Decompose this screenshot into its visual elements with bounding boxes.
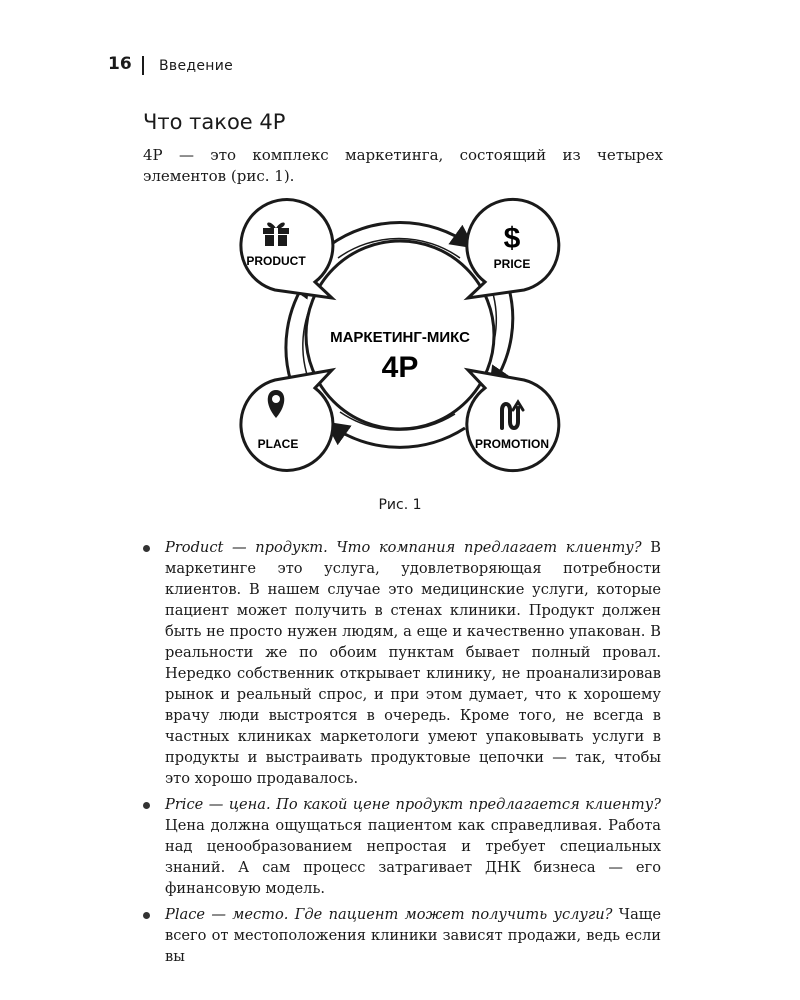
dollar-icon: $ <box>503 222 521 255</box>
node-place <box>241 370 333 470</box>
bullet <box>143 545 150 552</box>
marketing-mix-diagram <box>220 190 580 480</box>
list-item-lead: Product — продукт. Что компания предлагает клиенту? <box>165 539 642 556</box>
node-promotion <box>467 370 559 471</box>
list-item-lead: Price — цена. По какой цене продукт предлагается клиенту? <box>165 796 661 813</box>
list-item-lead: Place — место. Где пациент может получить услуги? <box>165 906 613 923</box>
node-product <box>241 200 333 298</box>
place-label: PLACE <box>257 437 299 451</box>
bullet <box>143 912 150 919</box>
list-item-text: В маркетинге это услуга, удовлетворяющая потребности клиентов. В нашем случае это медицинские услуги, которые пациент может получить в стенах клиники. Продукт должен быть не просто нужен людям, а еще и качественно упакован. В реальности же по обоим пунктам бывает полный провал. Нередко собственник открывает клинику, не проанализировав рынок и реальный спрос, и при этом думает, что к хорошему врачу люди выстроятся в очередь. Кроме того, не всегда в частных клиниках маркетологи умеют упаковывать услуги в продукты и выстраивать продуктовые цепочки — так, чтобы это хорошо продавалось. <box>165 539 661 787</box>
list-item-price <box>143 794 661 899</box>
list-item-place <box>143 904 661 967</box>
four-p-list <box>143 537 661 972</box>
list-item-product <box>143 537 661 789</box>
figure-caption: Рис. 1 <box>378 497 422 513</box>
page-number: 16 <box>108 54 132 74</box>
header-divider <box>142 56 144 75</box>
center-title: МАРКЕТИНГ-МИКС <box>330 329 470 346</box>
intro-paragraph: 4Р — это комплекс маркетинга, состоящий из четырех элементов (рис. 1). <box>143 146 663 185</box>
price-label: PRICE <box>493 257 531 271</box>
product-label: PRODUCT <box>246 254 306 268</box>
promotion-label: PROMOTION <box>475 437 549 451</box>
center-subtitle: 4Р <box>381 351 419 384</box>
section-title: Введение <box>159 58 234 74</box>
node-price <box>467 199 559 298</box>
list-item-text: Чаще всего от местоположения клиники зависят продажи, ведь если вы <box>165 906 661 965</box>
chapter-heading: Что такое 4Р <box>143 110 286 134</box>
bullet <box>143 802 150 809</box>
list-item-text: Цена должна ощущаться пациентом как справедливая. Работа над ценообразованием непростая и требует специальных знаний. А сам процесс затрагивает ДНК бизнеса — его финансовую модель. <box>165 817 661 897</box>
